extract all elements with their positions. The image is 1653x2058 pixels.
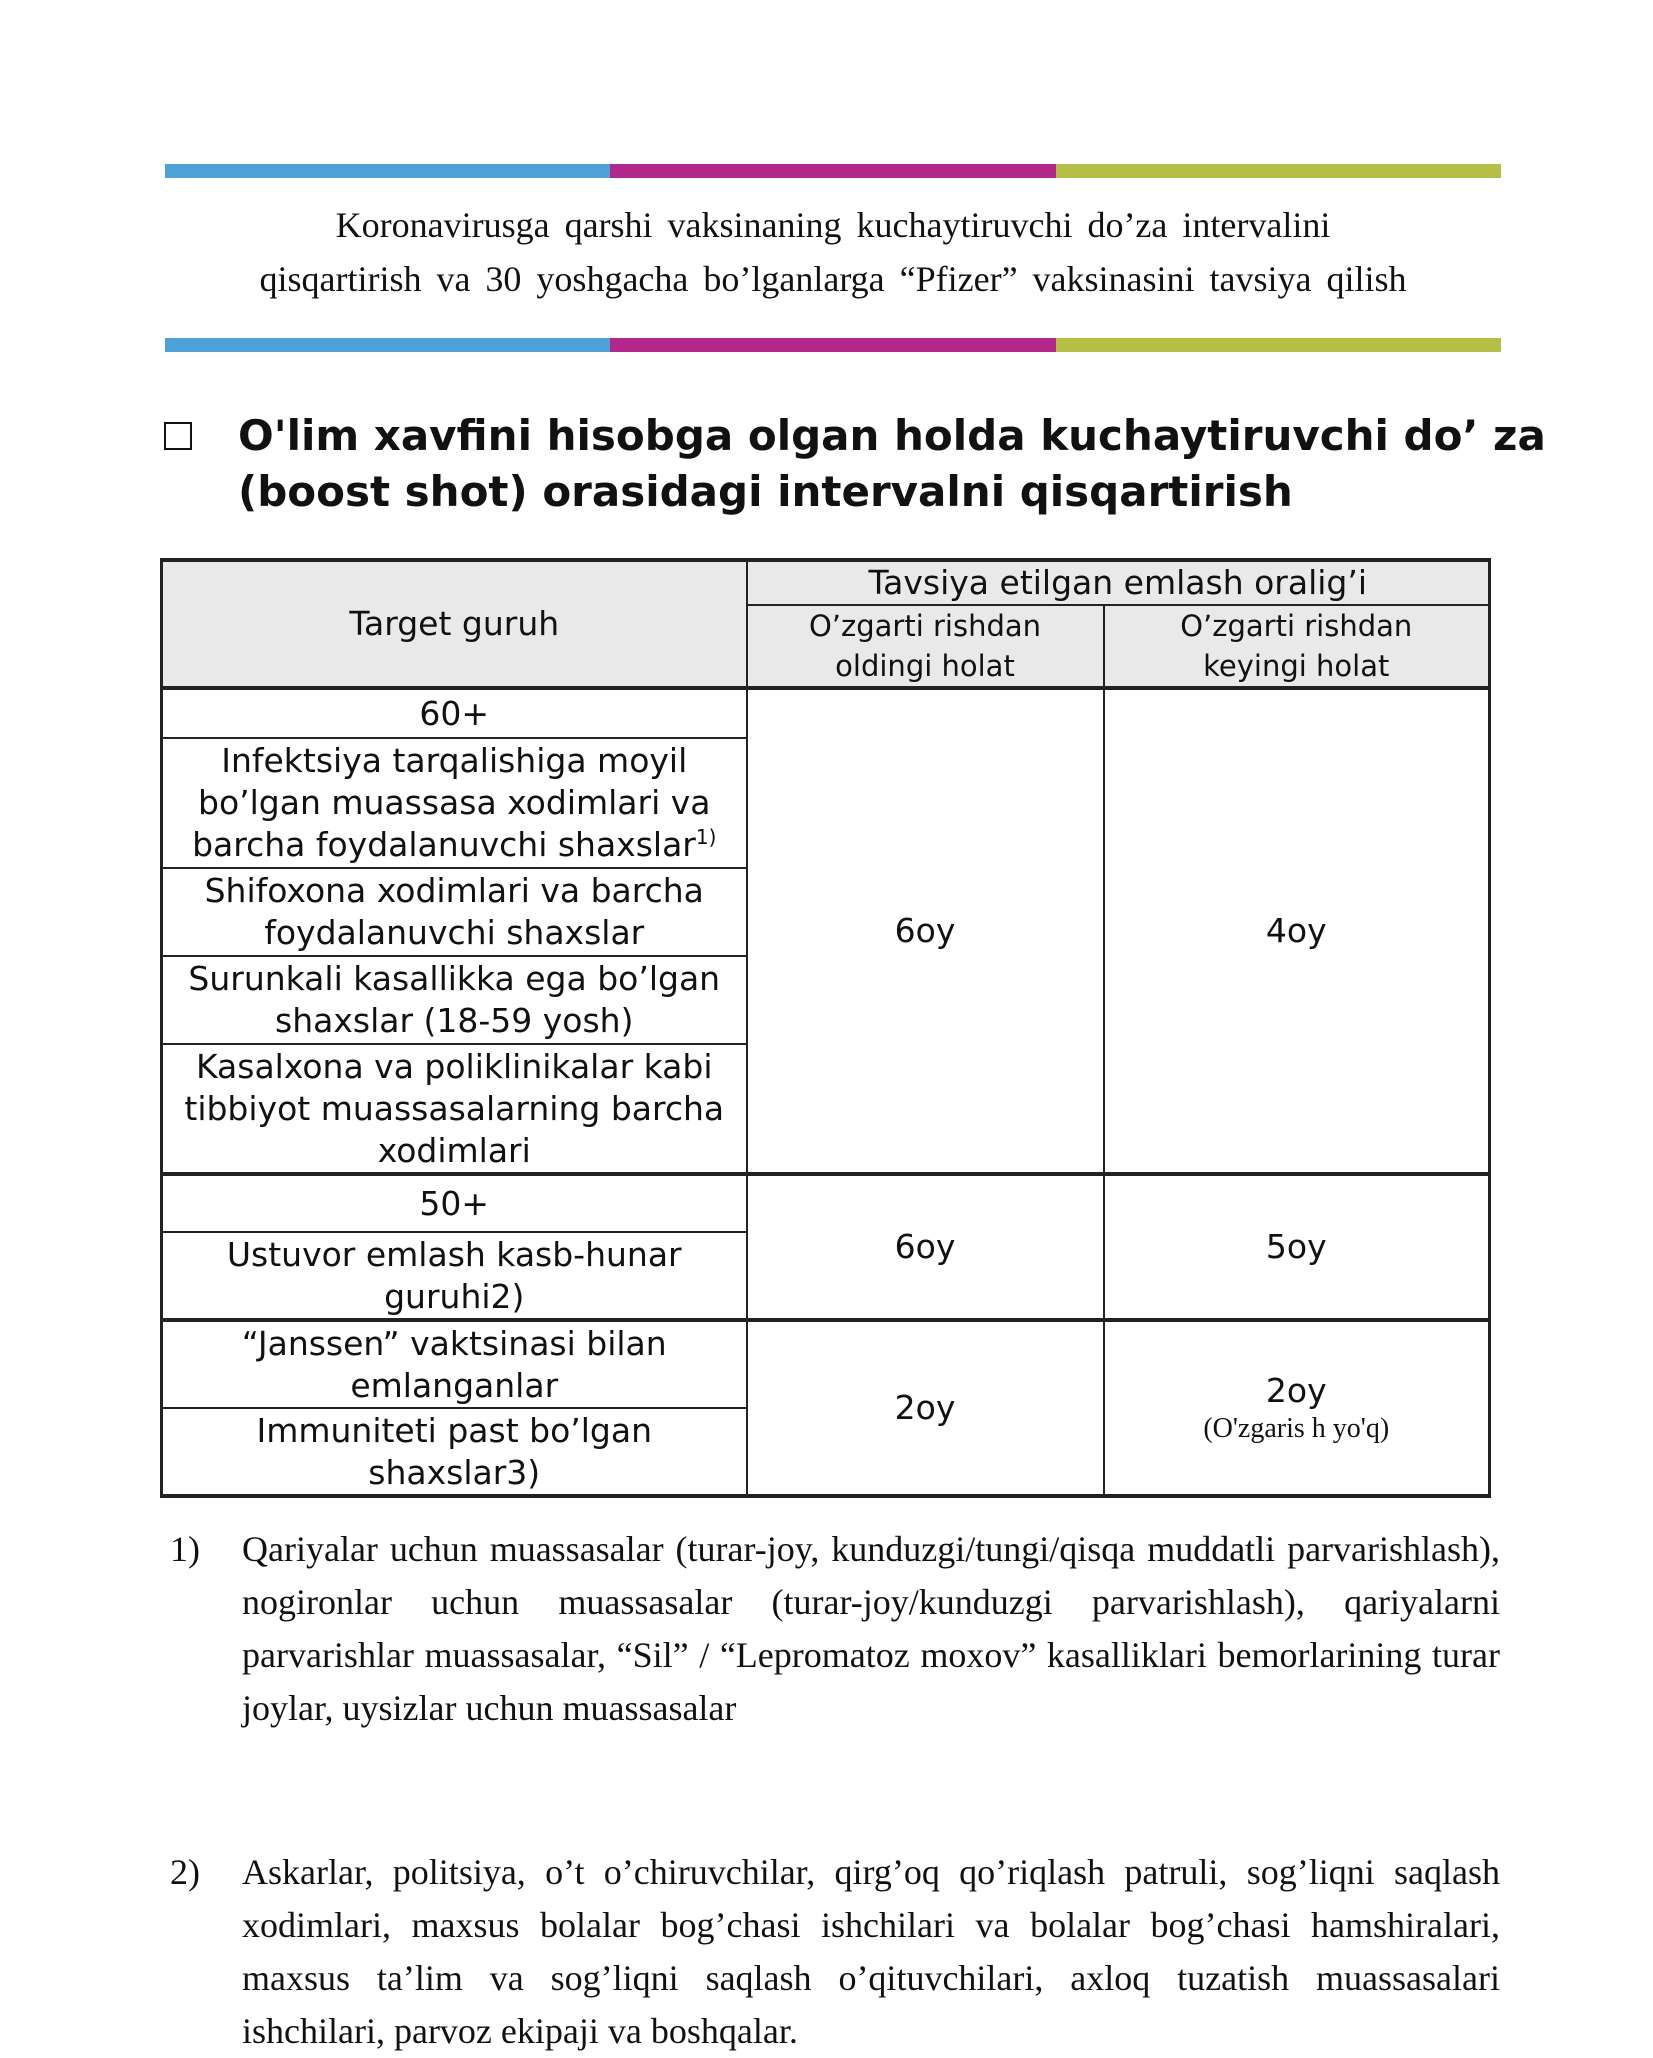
group2-before: 6oy — [747, 1174, 1104, 1320]
footnote-1 — [170, 1523, 1500, 1735]
bottom-color-rule — [165, 338, 1501, 352]
rule-segment-magenta — [610, 164, 1055, 178]
header-target-group-label: Target guruh — [349, 604, 560, 643]
header-before-line-2: oldingi holat — [835, 649, 1015, 683]
top-color-rule — [165, 164, 1501, 178]
rule-segment-olive — [1056, 338, 1501, 352]
section-heading-line-1: O'lim xavfini hisobga olgan holda kuchaytiruvchi do’ za — [238, 411, 1546, 460]
header-target-group — [162, 560, 747, 688]
group3-after-note: (O'zgaris h yo'q) — [1203, 1413, 1390, 1444]
section-heading — [160, 408, 1546, 520]
header-interval — [747, 560, 1490, 605]
empty-square-icon — [164, 422, 192, 450]
section-heading-line-2: (boost shot) orasidagi intervalni qisqartirish — [238, 467, 1293, 516]
footnote-number: 2) — [170, 1852, 200, 1892]
header-before-line-1: O’zgarti rishdan — [808, 609, 1042, 643]
footnote-number: 1) — [170, 1529, 200, 1569]
rule-segment-blue — [165, 338, 610, 352]
table-row-label: “Janssen” vaktsinasi bilan emlanganlar — [162, 1320, 747, 1408]
table-row-label: Kasalxona va poliklinikalar kabi tibbiyot muassasalarning barcha xodimlari — [162, 1044, 747, 1174]
document-title — [150, 198, 1516, 306]
title-line-1: Koronavirusga qarshi vaksinaning kuchaytiruvchi do’za intervalini — [335, 205, 1331, 245]
table-row-label — [162, 738, 747, 868]
table-row-label: 50+ — [162, 1174, 747, 1232]
table-row-label: Ustuvor emlash kasb-hunar guruhi2) — [162, 1232, 747, 1320]
title-line-2: qisqartirish va 30 yoshgacha bo’lganlarga “Pfizer” vaksinasini tavsiya qilish — [259, 259, 1407, 299]
table-row-label: Immuniteti past bo’lgan shaxslar3) — [162, 1408, 747, 1496]
group2-after: 5oy — [1104, 1174, 1490, 1320]
table-row-label: Shifoxona xodimlari va barcha foydalanuvchi shaxslar — [162, 868, 747, 956]
rule-segment-blue — [165, 164, 610, 178]
header-after-line-1: O’zgarti rishdan — [1180, 609, 1413, 643]
interval-table — [160, 558, 1491, 1498]
header-before — [747, 605, 1104, 688]
group3-after — [1104, 1320, 1490, 1496]
group1-after: 4oy — [1104, 688, 1490, 1174]
rule-segment-magenta — [610, 338, 1055, 352]
group1-before: 6oy — [747, 688, 1104, 1174]
header-after — [1104, 605, 1490, 688]
rule-segment-olive — [1056, 164, 1501, 178]
group3-before: 2oy — [747, 1320, 1104, 1496]
footnote-text: Askarlar, politsiya, o’t o’chiruvchilar, qirg’oq qo’riqlash patruli, sog’liqni saqlash xodimlari, maxsus bolalar bog’chasi ishchilari va bolalar bog’chasi hamshiralari, maxsus ta’lim va sog’liqni saqlash o’qituvchilari, axloq tuzatish muassasalari ishchilari, parvoz ekipaji va boshqalar. — [242, 1852, 1500, 2051]
footnote-2 — [170, 1846, 1500, 2058]
table-row-label-text: Infektsiya tarqalishiga moyil bo’lgan muassasa xodimlari va barcha foydalanuvchi shaxslar — [192, 741, 711, 864]
table-row-label: Surunkali kasallikka ega bo’lgan shaxslar (18-59 yosh) — [162, 956, 747, 1044]
group3-after-value: 2oy — [1265, 1371, 1327, 1410]
header-after-line-2: keyingi holat — [1203, 649, 1390, 683]
footnote-mark: 1) — [695, 825, 717, 849]
header-interval-label: Tavsiya etilgan emlash oralig’i — [868, 563, 1368, 602]
table-row-label: 60+ — [162, 688, 747, 738]
footnote-text: Qariyalar uchun muassasalar (turar-joy, kunduzgi/tungi/qisqa muddatli parvarishlash), nogironlar uchun muassasalar (turar-joy/kunduzgi parvarishlash), qariyalarni parvarishlar muassasalar, “Sil” / “Lepromatoz moxov” kasalliklari bemorlarining turar joylar, uysizlar uchun muassasalar — [242, 1529, 1500, 1728]
